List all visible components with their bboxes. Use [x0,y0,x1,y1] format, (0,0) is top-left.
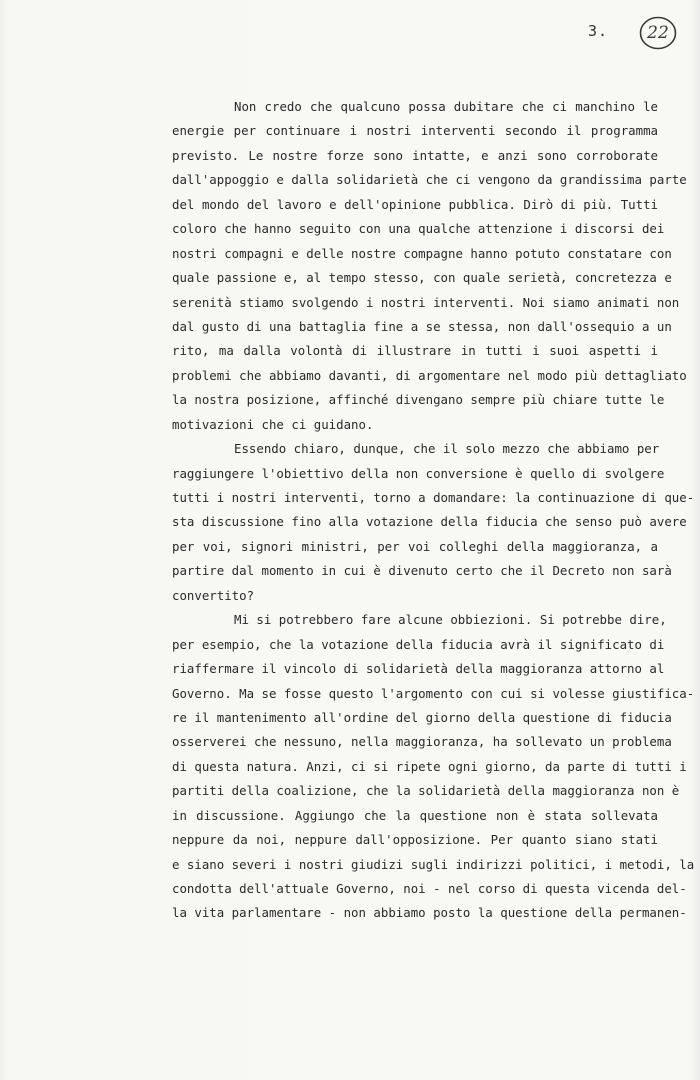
archive-stamp [638,15,678,51]
text-line: Essendo chiaro, dunque, che il solo mezzo che abbiamo per [234,441,660,457]
text-line: motivazioni che ci guidano. [172,416,374,432]
text-line: rito, ma dalla volontà di illustrare in tutti i suoi aspetti i [172,343,658,359]
text-line: di questa natura. Anzi, ci si ripete ogni giorno, da parte di tutti i [172,758,687,774]
stamp-number: 22 [647,23,669,43]
text-line: dal gusto di una battaglia fine a se stessa, non dall'ossequio a un [172,318,672,334]
body-text [172,95,695,926]
text-line: nostri compagni e delle nostre compagne hanno potuto constatare con [172,245,672,261]
text-line: previsto. Le nostre forze sono intatte, e anzi sono corroborate [172,147,658,163]
text-line: sta discussione fino alla votazione della fiducia che senso può avere [172,514,687,530]
text-line: condotta dell'attuale Governo, noi - nel corso di questa vicenda del- [172,881,687,896]
text-line: problemi che abbiamo davanti, di argomentare nel modo più dettagliato [172,367,687,383]
text-line: serenità stiamo svolgendo i nostri interventi. Noi siamo animati non [172,294,680,310]
text-line: e siano severi i nostri giudizi sugli indirizzi politici, i metodi, la [172,856,695,872]
text-line: del mondo del lavoro e dell'opinione pubblica. Dirò di più. Tutti [172,196,658,212]
text-line: partiti della coalizione, che la solidarietà della maggioranza non è [172,783,680,799]
text-line: dall'appoggio e dalla solidarietà che ci vengono da grandissima parte [172,172,687,188]
text-line: Mi si potrebbero fare alcune obbiezioni. Si potrebbe dire, [234,612,667,628]
text-line: energie per continuare i nostri interventi secondo il programma [172,123,658,139]
text-line: riaffermare il vincolo di solidarietà della maggioranza attorno al [172,661,665,677]
text-line: re il mantenimento all'ordine del giorno della questione di fiducia [172,709,672,725]
text-line: la vita parlamentare - non abbiamo posto la questione della permanen- [172,905,687,921]
text-line: raggiungere l'obiettivo della non conversione è quello di svolgere [172,465,665,481]
text-line: osserverei che nessuno, nella maggioranza, ha sollevato un problema [172,734,672,750]
text-line: Non credo che qualcuno possa dubitare che ci manchino le [234,99,658,114]
text-line: Governo. Ma se fosse questo l'argomento con cui si volesse giustifica- [172,685,695,701]
text-line: neppure da noi, neppure dall'opposizione. Per quanto siano stati [172,832,658,848]
text-line: in discussione. Aggiungo che la questione non è stata sollevata [172,807,658,823]
text-line: coloro che hanno seguito con una qualche attenzione i discorsi dei [172,221,665,237]
text-line: per voi, signori ministri, per voi colleghi della maggioranza, a [172,538,658,554]
text-line: partire dal momento in cui è divenuto certo che il Decreto non sarà [172,563,672,579]
text-line: convertito? [172,587,255,603]
page-number: 3. [588,22,609,40]
text-line: quale passione e, al tempo stesso, con quale serietà, concretezza e [172,270,672,286]
text-line: tutti i nostri interventi, torno a domandare: la continuazione di que- [172,490,695,505]
text-line: per esempio, che la votazione della fiducia avrà il significato di [172,636,665,652]
text-line: la nostra posizione, affinché divengano sempre più chiare tutte le [172,392,665,408]
